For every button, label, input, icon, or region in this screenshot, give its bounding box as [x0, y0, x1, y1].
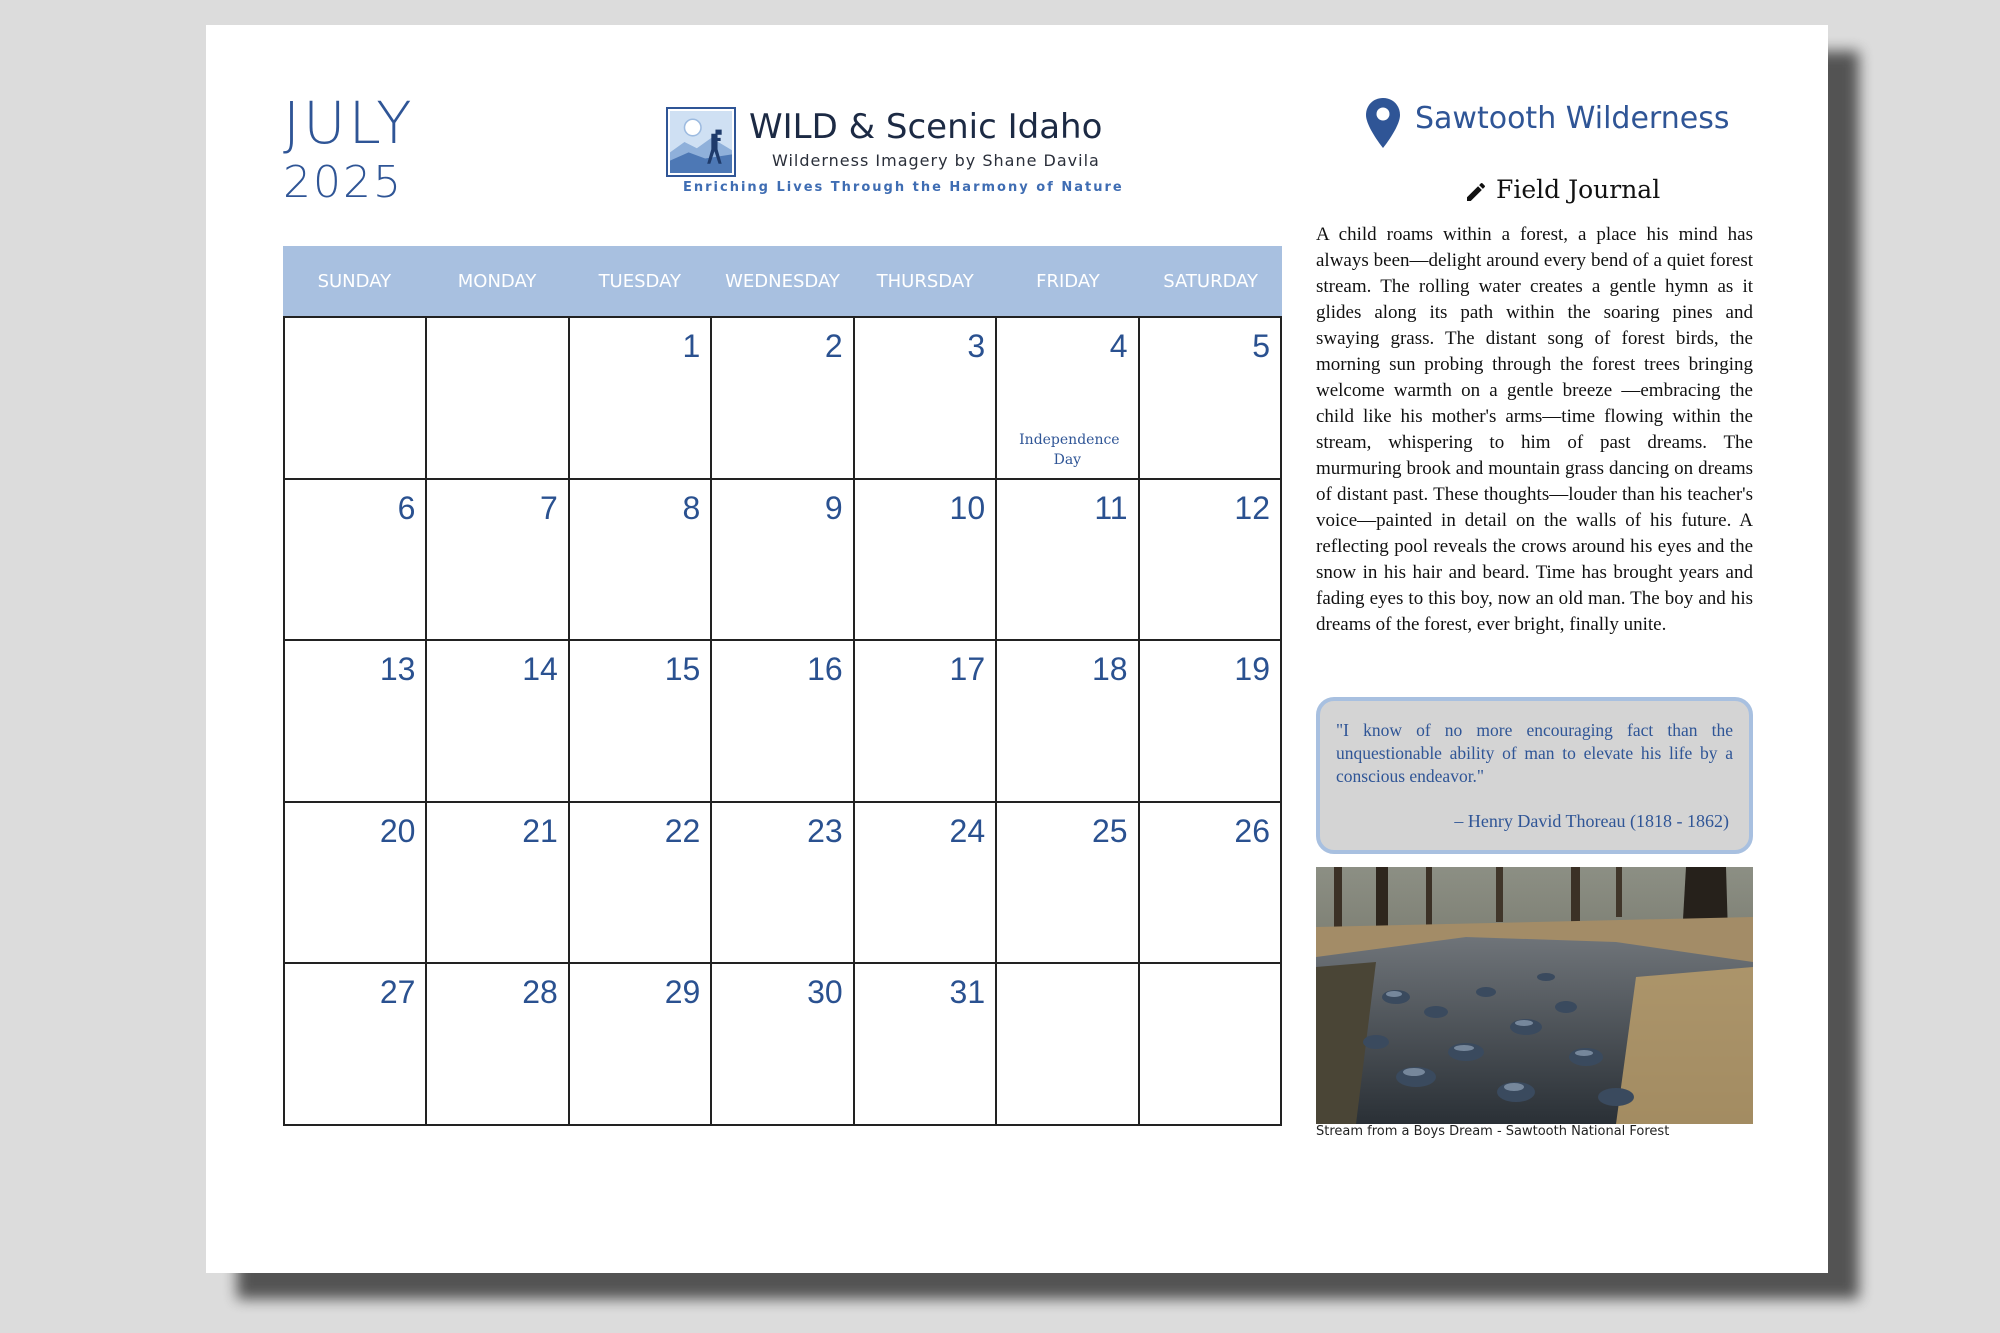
- day-number: 7: [540, 489, 558, 526]
- day-number: 31: [949, 974, 986, 1011]
- journal-title: Field Journal: [1496, 175, 1661, 204]
- day-cell: [285, 318, 427, 480]
- brand-subtitle: Wilderness Imagery by Shane Davila: [772, 151, 1100, 170]
- day-number: 13: [379, 651, 416, 688]
- quote-text: "I know of no more encouraging fact than the unquestionable ability of man to elevate his life by a conscious endeavor.": [1336, 720, 1733, 786]
- day-cells: [283, 316, 1282, 1126]
- brand-tagline: Enriching Lives Through the Harmony of Nature: [683, 180, 1124, 195]
- day-number: 22: [664, 812, 701, 849]
- day-number: 19: [1234, 651, 1270, 688]
- day-cell: [570, 480, 712, 642]
- day-cell: [570, 964, 712, 1126]
- pencil-icon: [1464, 180, 1488, 204]
- day-number: 24: [949, 812, 986, 849]
- day-number: 20: [379, 812, 416, 849]
- day-number: 12: [1234, 489, 1270, 526]
- day-number: 27: [379, 974, 416, 1011]
- day-number: 26: [1234, 812, 1270, 849]
- photo-illustration: [1316, 867, 1753, 1124]
- weekday-label: MONDAY: [457, 270, 537, 292]
- day-cell: [1140, 318, 1282, 480]
- day-cell: [570, 803, 712, 965]
- day-cell: [1140, 641, 1282, 803]
- day-number: 25: [1091, 812, 1128, 849]
- weekday-label: SUNDAY: [317, 270, 392, 292]
- weekday-label: SATURDAY: [1163, 270, 1259, 292]
- quote-author: – Henry David Thoreau (1818 - 1862): [1454, 811, 1729, 831]
- photo-caption: Stream from a Boys Dream - Sawtooth National Forest: [1316, 1124, 1670, 1139]
- day-cell: [712, 641, 854, 803]
- map-pin-icon: [1365, 97, 1401, 149]
- day-number: 4: [1109, 328, 1128, 364]
- weekday-label: WEDNESDAY: [725, 270, 840, 292]
- day-number: 17: [949, 651, 986, 688]
- month-title: JULY: [283, 89, 415, 157]
- day-cell: [1140, 803, 1282, 965]
- day-cell: [855, 480, 997, 642]
- quote-box: [1316, 697, 1753, 854]
- day-cell: [285, 803, 427, 965]
- day-number: 1: [682, 328, 701, 364]
- day-number: 29: [664, 974, 701, 1011]
- day-number: 16: [807, 651, 843, 688]
- day-number: 8: [682, 489, 701, 526]
- weekday-header: [283, 246, 1282, 316]
- day-number: 3: [967, 328, 986, 364]
- day-cell: [1140, 964, 1282, 1126]
- day-number: 5: [1252, 328, 1270, 364]
- day-cell: [855, 641, 997, 803]
- day-cell: [427, 803, 569, 965]
- day-number: 6: [397, 489, 416, 526]
- day-cell: [855, 803, 997, 965]
- day-cell: [997, 803, 1139, 965]
- day-cell: [997, 641, 1139, 803]
- day-number: 28: [522, 974, 558, 1011]
- year-title: 2025: [283, 157, 403, 208]
- journal-heading: [1464, 175, 1664, 211]
- calendar-grid: [283, 246, 1282, 1126]
- day-number: 23: [807, 812, 843, 849]
- day-cell: [427, 641, 569, 803]
- day-cell: [285, 964, 427, 1126]
- photographer-logo: [666, 107, 736, 177]
- weekday-label: TUESDAY: [598, 270, 681, 292]
- day-number: 30: [807, 974, 843, 1011]
- day-cell: [427, 964, 569, 1126]
- day-cell: [1140, 480, 1282, 642]
- day-number: 2: [824, 328, 843, 364]
- day-cell: [855, 964, 997, 1126]
- day-number: 15: [664, 651, 701, 688]
- day-number: 18: [1091, 651, 1128, 688]
- location-name: Sawtooth Wilderness: [1415, 101, 1730, 136]
- forest-stream-photo: [1316, 867, 1753, 1124]
- day-cell: [570, 318, 712, 480]
- day-number: 11: [1094, 489, 1128, 526]
- day-cell: [712, 318, 854, 480]
- day-cell: [285, 480, 427, 642]
- day-cell: [285, 641, 427, 803]
- day-cell: [997, 318, 1139, 480]
- day-number: 21: [522, 812, 558, 849]
- weekday-label: THURSDAY: [876, 270, 974, 292]
- day-cell: [570, 641, 712, 803]
- day-number: 14: [522, 651, 558, 688]
- day-cell: [855, 318, 997, 480]
- day-cell: [712, 964, 854, 1126]
- day-number: 10: [949, 489, 986, 526]
- brand-title: WILD & Scenic Idaho: [749, 107, 1103, 147]
- day-cell: [997, 480, 1139, 642]
- day-cell: [712, 803, 854, 965]
- day-cell: [427, 318, 569, 480]
- weekday-label: FRIDAY: [1036, 270, 1100, 292]
- day-cell: [712, 480, 854, 642]
- calendar-page: [206, 25, 1828, 1273]
- day-cell: [997, 964, 1139, 1126]
- holiday-label: Independence Day: [1019, 431, 1120, 468]
- journal-text: A child roams within a forest, a place his mind has always been—delight around every bend of a quiet forest stream. The rolling water creates a gentle hymn as it glides along its path within the soaring pines and swaying grass. The distant song of forest birds, the morning sun probing through the forest trees bringing welcome warmth on a gentle breeze —embracing the child like his mother's arms—time flowing within the stream, whispering to him of past dreams. The murmuring brook and mountain grass dancing on dreams of distant past. These thoughts—louder than his teacher's voice—painted in detail on the walls of his future. A reflecting pool reveals the crows around his eyes and the snow in his hair and beard. Time has brought years and fading eyes to this boy, now an old man. The boy and his dreams of the forest, ever bright, finally unite.: [1316, 224, 1753, 635]
- day-cell: [427, 480, 569, 642]
- photographer-logo-icon: [670, 111, 732, 173]
- day-number: 9: [824, 489, 843, 526]
